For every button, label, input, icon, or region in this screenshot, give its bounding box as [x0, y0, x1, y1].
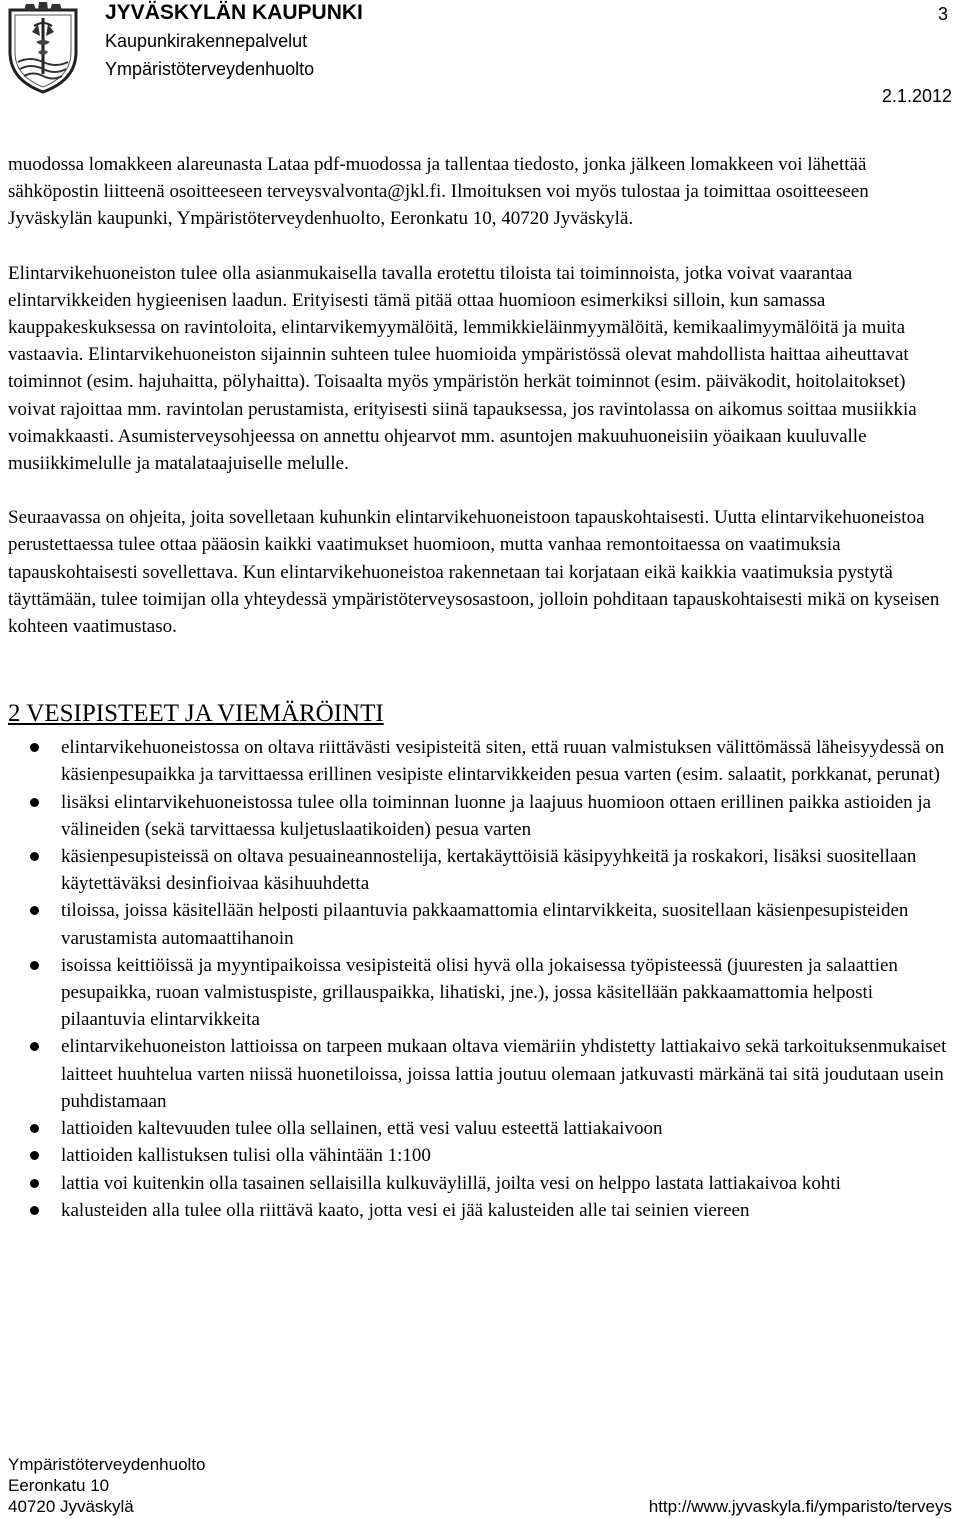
list-item-text: kalusteiden alla tulee olla riittävä kaato, jotta vesi ei jää kalusteiden alle tai seinien viereen: [61, 1199, 750, 1221]
list-item-text: lattioiden kallistuksen tulisi olla vähintään 1:100: [61, 1145, 431, 1167]
intro-paragraph: muodossa lomakkeen alareunasta Lataa pdf-muodossa ja tallentaa tiedosto, jonka jälkeen lomakkeen voi lähettää sähköpostin liitteenä osoitteeseen terveysvalvonta@jkl.fi. Ilmoituksen voi myös tulostaa ja toimittaa osoitteeseen Jyväskylän kaupunki, Ympäristöterveydenhuolto, Eeronkatu 10, 40720 Jyväskylä.: [8, 154, 869, 230]
list-item: [8, 843, 956, 897]
list-item-text: tiloissa, joissa käsitellään helposti pilaantuvia pakkaamattomia elintarvikkeita, suositellaan käsienpesupisteiden varustamista automaattihanoin: [61, 900, 909, 949]
bullet-icon: [30, 852, 39, 861]
bullet-icon: [30, 1124, 39, 1133]
paragraph-case-by-case: Seuraavassa on ohjeita, joita sovelletaan kuhunkin elintarvikehuoneistoon tapauskohtaisesti. Uutta elintarvikehuoneistoa perustettaessa tulee ottaa pääosin kaikki vaatimukset huomioon, mutta vanhaa remontoitaessa on vaatimuksia tapauskohtaisesti sovellettava. Kun elintarvikehuoneistoa rakennetaan tai korjataan eikä kaikkia vaatimuksia pystytä täyttämään, tulee toimijan olla yhteydessä ympäristöterveysosastoon, jolloin pohditaan tapauskohtaisesti mikä on kyseisen kohteen vaatimustaso.: [8, 507, 940, 638]
unit-name: Ympäristöterveydenhuolto: [105, 59, 315, 79]
bullet-icon: [30, 1042, 39, 1051]
paragraph-separation: Elintarvikehuoneiston tulee olla asianmukaisella tavalla erotettu tiloista tai toiminnoista, jotka voivat vaarantaa elintarvikkeiden hygieenisen laadun. Erityisesti tämä pitää ottaa huomioon esimerkiksi silloin, kun samassa kauppakeskuksessa on ravintoloita, elintarvikemyymälöitä, lemmikkieläinmyymälöitä, kemikaalimyymälöitä ja muita vastaavia. Elintarvikehuoneiston sijainnin suhteen tulee huomioida ympäristössä olevat mahdollista haittaa aiheuttavat toiminnot (esim. hajuhaitta, pölyhaitta). Toisaalta myös ympäristön herkät toiminnot (esim. päiväkodit, hoitolaitokset) voivat rajoittaa mm. ravintolan perustamista, erityisesti siinä tapauksessa, jos ravintolassa on aikomus soittaa musiikkia voimakkaasti. Asumisterveysohjeessa on annettu ohjearvot mm. asuntojen makuuhuoneisiin yöaikaan kuuluvalle musiikkimelulle ja matalataajuiselle melulle.: [8, 262, 917, 475]
section-heading: 2 VESIPISTEET JA VIEMÄRÖINTI: [8, 700, 384, 728]
footer-url-link[interactable]: http://www.jyvaskyla.fi/ymparisto/terveys: [648, 1497, 952, 1516]
list-item-text: lattia voi kuitenkin olla tasainen sellaisilla kulkuväylillä, joilta vesi on helppo lastata lattiakaivoa kohti: [61, 1172, 841, 1194]
organization-name: JYVÄSKYLÄN KAUPUNKI: [105, 1, 363, 24]
bullet-list: [8, 734, 956, 1224]
list-item: [8, 1115, 956, 1142]
list-item: [8, 1170, 956, 1197]
coat-of-arms-logo: [4, 2, 82, 94]
bullet-icon: [30, 1179, 39, 1188]
footer-unit: Ympäristöterveydenhuolto: [8, 1455, 206, 1474]
bullet-icon: [30, 1151, 39, 1160]
document-date: 2.1.2012: [881, 86, 952, 106]
list-item: [8, 1197, 956, 1224]
list-item: [8, 734, 956, 788]
bullet-icon: [30, 743, 39, 752]
list-item: [8, 952, 956, 1034]
list-item-text: isoissa keittiöissä ja myyntipaikoissa vesipisteitä olisi hyvä olla jokaisessa työpisteessä (juuresten ja salaattien pesupaikka, ruoan valmistuspiste, grillauspaikka, lihatiski, jne.), jossa käsitellään pakkaamattomia helposti pilaantuvia elintarvikkeita: [61, 954, 898, 1031]
list-item: [8, 1033, 956, 1115]
footer-street: Eeronkatu 10: [8, 1476, 110, 1495]
bullet-icon: [30, 961, 39, 970]
department-name: Kaupunkirakennepalvelut: [105, 31, 308, 51]
bullet-icon: [30, 798, 39, 807]
list-item: [8, 1142, 956, 1169]
bullet-icon: [30, 1206, 39, 1215]
list-item-text: lattioiden kaltevuuden tulee olla sellainen, että vesi valuu esteettä lattiakaivoon: [61, 1118, 663, 1140]
list-item-text: elintarvikehuoneistossa on oltava riittävästi vesipisteitä siten, että ruuan valmistuksen välittömässä läheisyydessä on käsienpesupaikka ja tarvittaessa erillinen vesipiste elintarvikkeiden pesua varten (esim. salaatit, porkkanat, perunat): [61, 737, 945, 786]
list-item: [8, 897, 956, 951]
list-item-text: elintarvikehuoneiston lattioissa on tarpeen mukaan oltava viemäriin yhdistetty lattiakaivo sekä tarkoituksenmukaiset laitteet huuhtelua varten niissä huonetiloissa, joissa lattia joutuu olemaan jatkuvasti märkänä tai sitä joudutaan usein puhdistamaan: [61, 1036, 947, 1112]
list-item: [8, 789, 956, 843]
page-number: 3: [937, 4, 948, 24]
footer-city: 40720 Jyväskylä: [8, 1497, 134, 1516]
footer-address: [8, 1454, 206, 1517]
document-body: [8, 151, 956, 1224]
list-item-text: lisäksi elintarvikehuoneistossa tulee olla toiminnan luonne ja laajuus huomioon ottaen erillinen paikka astioiden ja välineiden (sekä tarvittaessa kuljetuslaatikoiden) pesua varten: [61, 791, 932, 840]
list-item-text: käsienpesupisteissä on oltava pesuaineannostelija, kertakäyttöisiä käsipyyhkeitä ja roskakori, lisäksi suositellaan käytettäväksi desinfioivaa käsihuuhdetta: [61, 846, 917, 895]
bullet-icon: [30, 906, 39, 915]
